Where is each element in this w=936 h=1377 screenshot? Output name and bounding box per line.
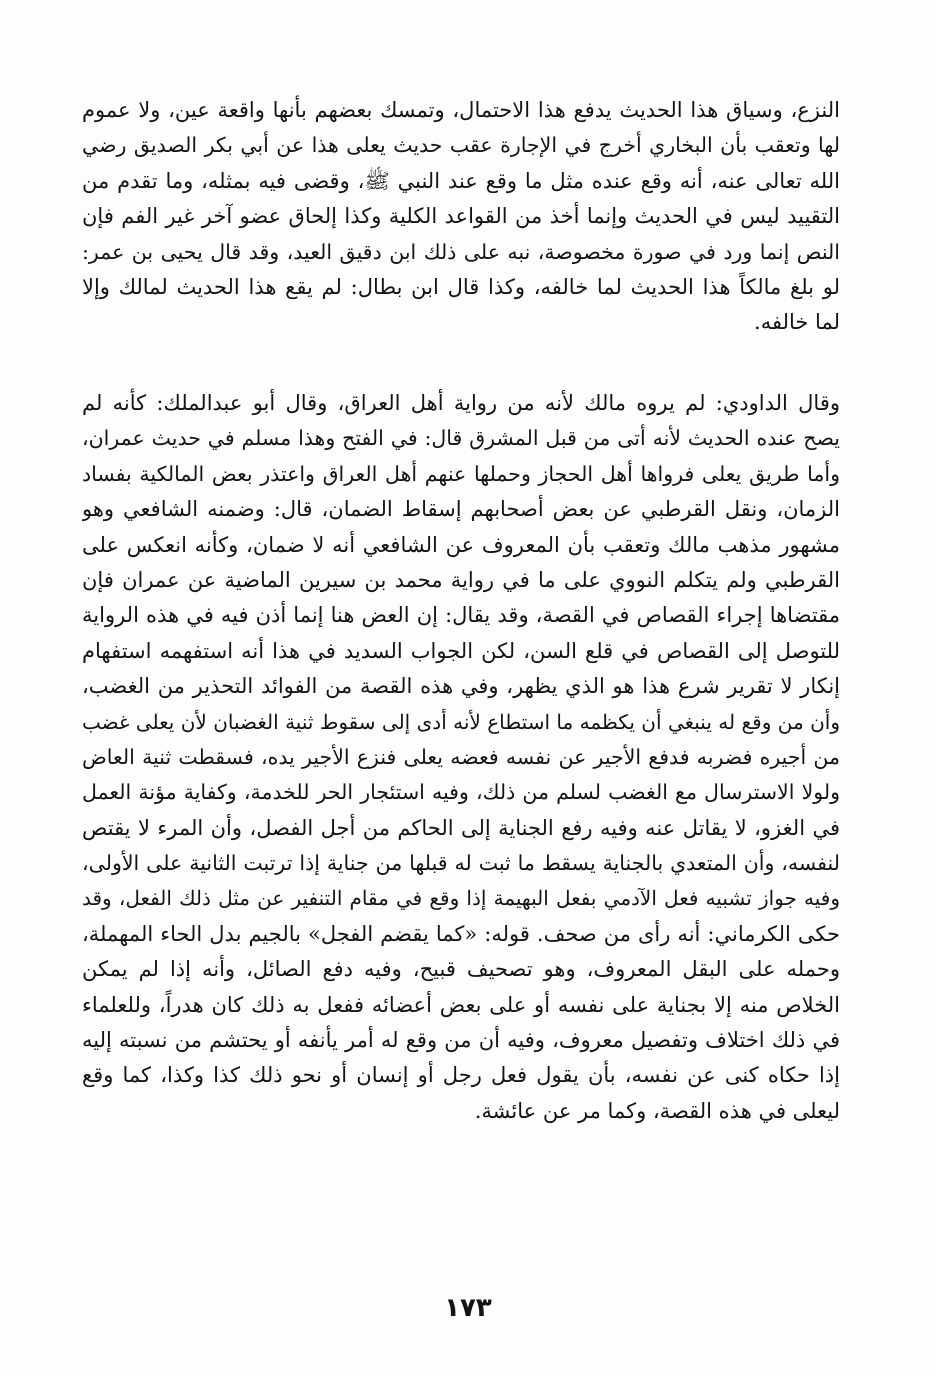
text-line: إنكار لا تقرير شرع هذا هو الذي يظهر، وفي هذه القصة من الفوائد التحذير من الغضب، — [82, 674, 840, 699]
text-line: ليعلى في هذه القصة، وكما مر عن عائشة. — [474, 1098, 840, 1123]
text-line: لما خالفه. — [754, 310, 840, 335]
text-line: الله تعالى عنه، أنه وقع عنده مثل ما وقع عند النبي ﷺ، وقضى فيه بمثله، وما تقدم من — [82, 168, 840, 193]
text-line: لها وتعقب بأن البخاري أخرج في الإجارة عقب حديث يعلى هذا عن أبي بكر الصديق رضي — [82, 133, 840, 158]
text-line: لو بلغ مالكاً هذا الحديث لما خالفه، وكذا قال ابن بطال: لم يقع هذا الحديث لمالك وإلا — [82, 274, 840, 299]
text-line: النص إنما ورد في صورة مخصوصة، نبه على ذلك ابن دقيق العيد، وقد قال يحيى بن عمر: — [82, 239, 840, 264]
text-line: الزمان، ونقل القرطبي عن بعض أصحابهم إسقاط الضمان، قال: وضمنه الشافعي وهو — [82, 497, 840, 522]
text-line: وأن من وقع له ينبغي أن يكظمه ما استطاع لأنه أدى إلى سقوط ثنية الغضبان لأن يعلى غضب — [82, 709, 840, 734]
text-line: وقال الداودي: لم يروه مالك لأنه من رواية أهل العراق، وقال أبو عبدالملك: كأنه لم — [82, 391, 840, 415]
text-line: وحمله على البقل المعروف، وهو تصحيف قبيح، وفيه دفع الصائل، وأنه إذا لم يمكن — [82, 957, 840, 982]
text-line: النزع، وسياق هذا الحديث يدفع هذا الاحتمال، وتمسك بعضهم بأنها واقعة عين، ولا عموم — [82, 98, 840, 122]
text-line: الخلاص منه إلا بجناية على نفسه أو على بعض أعضائه ففعل به ذلك كان هدراً، وللعلماء — [82, 992, 840, 1017]
text-line: للتوصل إلى القصاص في قلع السن، لكن الجواب السديد في هذا أنه استفهمه استفهام — [82, 638, 840, 663]
text-line: إذا حكاه كنى عن نفسه، بأن يقول فعل رجل أو إنسان أو نحو ذلك كذا وكذا، كما وقع — [82, 1063, 840, 1088]
page-number: ١٧٣ — [444, 1293, 492, 1323]
text-line: وأما طريق يعلى فرواها أهل الحجاز وحملها عنهم أهل العراق واعتذر بعض المالكية بفساد — [82, 461, 840, 486]
text-line: القرطبي ولم يتكلم النووي على ما في رواية محمد بن سيرين الماضية عن عمران فإن — [82, 567, 840, 592]
text-line: مقتضاها إجراء القصاص في القصة، وقد يقال: إن العض هنا إنما أذن فيه في هذه الرواية — [82, 603, 840, 628]
text-line: من أجيره فضربه فدفع الأجير عن نفسه فعضه يعلى فنزع الأجير يده، فسقطت ثنية العاض — [82, 744, 840, 769]
text-line: ولولا الاسترسال مع الغضب لسلم من ذلك، وفيه استئجار الحر للخدمة، وكفاية مؤنة العمل — [82, 780, 840, 805]
text-line: مشهور مذهب مالك وتعقب بأن المعروف عن الشافعي أنه لا ضمان، وكأنه انعكس على — [82, 532, 840, 557]
text-line: لنفسه، وأن المتعدي بالجناية يسقط ما ثبت له قبلها من جناية إذا ترتبت الثانية على الأولى، — [82, 851, 840, 876]
text-line: التقييد ليس في الحديث وإنما أخذ من القواعد الكلية وكذا إلحاق عضو آخر غير الفم فإن — [82, 204, 840, 229]
text-line: يصح عنده الحديث لأنه أتى من قبل المشرق قال: في الفتح وهذا مسلم في حديث عمران، — [82, 426, 840, 451]
text-line: وفيه جواز تشبيه فعل الآدمي بفعل البهيمة إذا وقع في مقام التنفير عن مثل ذلك الفعل، وقد — [82, 886, 840, 911]
text-line: حكى الكرماني: أنه رأى من صحف. قوله: «كما يقضم الفجل» بالجيم بدل الحاء المهملة، — [82, 921, 840, 946]
paragraph-2 — [82, 386, 840, 1129]
paragraph-1 — [82, 93, 840, 341]
text-line: في ذلك اختلاف وتفصيل معروف، وفيه أن من وقع له أمر يأنفه أو يحتشم من نسبته إليه — [82, 1028, 840, 1053]
text-line: في الغزو، لا يقاتل عنه وفيه رفع الجناية إلى الحاكم من أجل الفصل، وأن المرء لا يقتص — [82, 815, 840, 840]
